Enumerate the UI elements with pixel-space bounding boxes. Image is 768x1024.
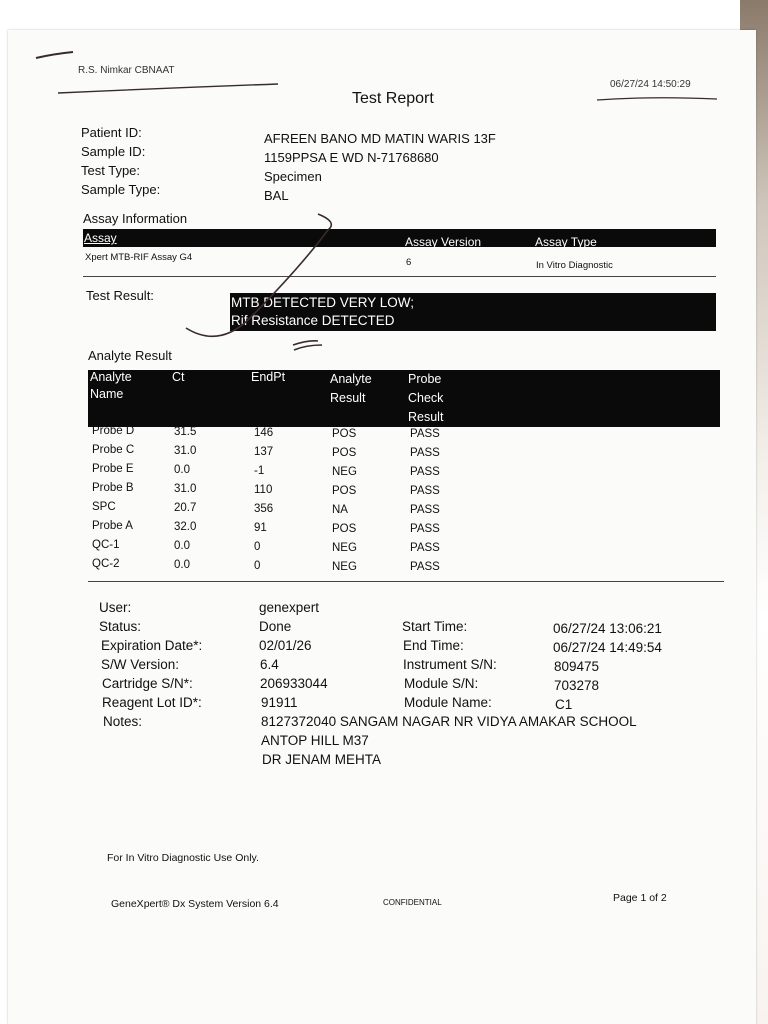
analyte-name-cell: Probe C [92,444,135,456]
sw-version-value: 6.4 [260,657,279,672]
endpt-header: EndPt [251,370,286,384]
probe-check-cell: PASS [410,523,440,535]
confidential-label: CONFIDENTIAL [383,898,442,907]
analyte-result-cell: NEG [332,561,357,573]
page-number: Page 1 of 2 [613,892,667,904]
end-time-value: 06/27/24 14:49:54 [553,640,662,655]
sw-version-label: S/W Version: [101,657,180,672]
analyte-result-cell: NEG [332,466,357,478]
probe-check-cell: PASS [410,504,440,516]
probe-check-header-l3: Result [408,410,444,424]
analyte-section-title: Analyte Result [88,348,172,363]
module-name-value: C1 [555,697,573,712]
expiration-label: Expiration Date*: [101,638,203,653]
ct-cell: 0.0 [174,464,190,476]
sample-type-value: BAL [264,188,289,203]
ct-cell: 31.5 [174,426,197,438]
pen-checkmark [168,210,348,360]
notes-line3: DR JENAM MEHTA [262,752,382,767]
probe-check-cell: PASS [410,447,440,459]
module-name-label: Module Name: [404,695,492,710]
analyte-name-cell: Probe A [92,520,133,532]
endpt-cell: 137 [254,446,274,458]
analyte-name-cell: QC-1 [92,539,120,551]
analyte-result-cell: POS [332,428,357,440]
reagent-lot-label: Reagent Lot ID*: [102,695,202,710]
probe-check-cell: PASS [410,466,440,478]
ct-cell: 32.0 [174,521,197,533]
module-sn-label: Module S/N: [404,676,479,691]
analyte-name-cell: SPC [92,501,116,513]
endpt-cell: 91 [254,522,267,534]
ct-cell: 31.0 [174,445,197,457]
probe-check-cell: PASS [410,542,440,554]
probe-check-cell: PASS [410,428,440,440]
analyte-name-cell: Probe E [92,463,134,475]
report-title: Test Report [352,90,434,107]
pen-strokes-header [28,48,288,108]
analyte-result-cell: POS [332,447,357,459]
start-time-value: 06/27/24 13:06:21 [553,621,662,636]
analyte-result-header-l1: Analyte [330,372,372,386]
ct-cell: 0.0 [174,559,190,571]
test-type-label: Test Type: [81,163,141,178]
analyte-name-cell: Probe B [92,482,134,494]
start-time-label: Start Time: [402,619,468,634]
expiration-value: 02/01/26 [259,638,312,653]
status-label: Status: [99,619,142,634]
ct-cell: 20.7 [174,502,197,514]
sample-type-label: Sample Type: [81,182,161,197]
endpt-cell: 0 [254,560,261,572]
probe-check-header-l2: Check [408,391,444,405]
probe-check-header-l1: Probe [408,372,442,386]
test-result-label: Test Result: [86,288,154,303]
endpt-cell: 356 [254,503,274,515]
report-page [8,30,756,1024]
probe-check-cell: PASS [410,485,440,497]
assay-type-cell: In Vitro Diagnostic [536,260,613,271]
probe-check-cell: PASS [410,561,440,573]
print-timestamp: 06/27/24 14:50:29 [610,79,691,90]
endpt-cell: -1 [254,465,265,477]
user-value: genexpert [259,600,320,615]
analyte-header-bar [88,370,720,427]
analyte-result-cell: NEG [332,542,357,554]
analyte-result-cell: POS [332,485,357,497]
cartridge-value: 206933044 [260,676,328,691]
endpt-cell: 0 [254,541,261,553]
test-result-line2: Rif Resistance DETECTED [231,313,395,328]
system-version: GeneXpert® Dx System Version 6.4 [111,898,279,910]
endpt-cell: 110 [254,484,273,496]
notes-label: Notes: [103,714,143,729]
analyte-name-header-l2: Name [90,387,124,401]
sample-id-label: Sample ID: [81,144,146,159]
test-type-value: Specimen [264,169,322,184]
analyte-rule [88,581,724,582]
ct-header: Ct [172,370,185,384]
ivd-note: For In Vitro Diagnostic Use Only. [107,852,259,864]
pen-underline [593,92,723,104]
analyte-name-cell: Probe D [92,425,135,437]
author-handwriting: R.S. Nimkar CBNAAT [78,65,175,76]
analyte-name-cell: QC-2 [92,558,120,570]
assay-version-col-header: Assay Version [405,235,482,249]
endpt-cell: 146 [254,427,274,439]
user-label: User: [99,600,132,615]
analyte-result-cell: NA [332,504,348,516]
assay-col-header: Assay [84,231,117,245]
analyte-result-cell: POS [332,523,357,535]
status-value: Done [259,619,292,634]
notes-line2: ANTOP HILL M37 [261,733,369,748]
analyte-result-header-l2: Result [330,391,366,405]
assay-name-cell: Xpert MTB-RIF Assay G4 [85,252,193,263]
pen-dash [292,342,332,354]
patient-id-value: AFREEN BANO MD MATIN WARIS 13F [264,131,496,146]
assay-section-title: Assay Information [83,211,188,226]
instrument-sn-label: Instrument S/N: [403,657,497,672]
module-sn-value: 703278 [554,678,600,693]
notes-line1: 8127372040 SANGAM NAGAR NR VIDYA AMAKAR SCHOOL [261,714,637,729]
assay-version-cell: 6 [406,257,412,268]
ct-cell: 31.0 [174,483,197,495]
analyte-name-header-l1: Analyte [90,370,132,384]
sample-id-value: 1159PPSA E WD N-71768680 [264,150,439,165]
cartridge-label: Cartridge S/N*: [102,676,193,691]
end-time-label: End Time: [403,638,464,653]
patient-id-label: Patient ID: [81,125,142,140]
ct-cell: 0.0 [174,540,190,552]
assay-type-col-header: Assay Type [535,235,597,249]
test-result-line1: MTB DETECTED VERY LOW; [231,295,415,310]
instrument-sn-value: 809475 [554,659,600,674]
reagent-lot-value: 91911 [261,695,298,710]
